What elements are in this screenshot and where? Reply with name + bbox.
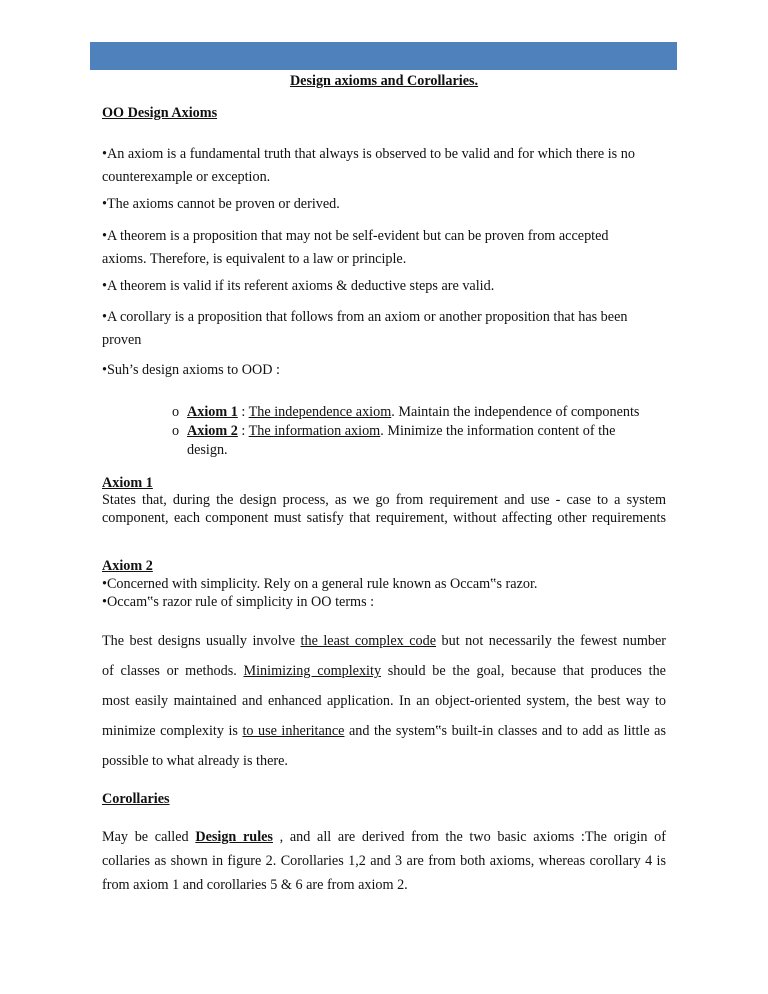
text: of classes or methods. (102, 663, 244, 679)
sub-item-axiom-1 (172, 403, 672, 421)
corollaries-line-3: from axiom 1 and corollaries 5 & 6 are from axiom 2. (102, 877, 408, 893)
page-title: Design axioms and Corollaries. (289, 73, 479, 89)
text: The best designs usually involve (102, 633, 301, 649)
underlined-text: Minimizing complexity (243, 663, 382, 679)
axiom-name: Axiom 2 (187, 423, 238, 439)
corollaries-line-1 (102, 828, 666, 846)
axiom-desc: . Maintain the independence of components (391, 404, 640, 420)
axiom-1-line-1: States that, during the design process, as we go from requirement and use - case to a system (102, 492, 666, 508)
separator: : (237, 404, 249, 420)
bold-underlined-text: Design rules (195, 829, 273, 845)
razor-line-1 (102, 632, 666, 650)
list-marker: o (172, 423, 180, 439)
axiom-title: The information axiom (248, 423, 381, 439)
bullet-3: •A theorem is a proposition that may not be self-evident but can be proven from accepted (102, 228, 609, 244)
text: minimize complexity is (102, 723, 243, 739)
axiom-title: The independence axiom (248, 404, 392, 420)
axiom-2-line-2: •Occam‟s razor rule of simplicity in OO terms : (102, 594, 375, 610)
bullet-1-cont: counterexample or exception. (102, 169, 271, 185)
axiom-1-heading: Axiom 1 (102, 475, 153, 491)
text: should be the goal, because that produces the (381, 663, 666, 679)
text: but not necessarily the fewest number (436, 633, 667, 649)
axiom-2-heading: Axiom 2 (102, 558, 153, 574)
axiom-desc: . Minimize the information content of the (380, 423, 616, 439)
bullet-5-cont: proven (102, 332, 142, 348)
bullet-5: •A corollary is a proposition that follows from an axiom or another proposition that has been (102, 309, 628, 325)
bullet-1: •An axiom is a fundamental truth that always is observed to be valid and for which there is no (102, 146, 635, 162)
axiom-2-line-1: •Concerned with simplicity. Rely on a general rule known as Occam‟s razor. (102, 576, 538, 592)
corollaries-heading: Corollaries (102, 791, 170, 807)
text: , and all are derived from the two basic axioms :The origin of (272, 829, 666, 845)
section-heading-oo-design-axioms: OO Design Axioms (102, 105, 218, 121)
axiom-1-line-2: component, each component must satisfy that requirement, without affecting other requirements (102, 510, 666, 526)
razor-line-3: most easily maintained and enhanced application. In an object-oriented system, the best way to (102, 693, 666, 709)
razor-line-4 (102, 722, 666, 740)
text: May be called (102, 829, 196, 845)
underlined-text: to use inheritance (242, 723, 345, 739)
razor-line-5: possible to what already is there. (102, 753, 288, 769)
list-marker: o (172, 404, 180, 420)
corollaries-line-2: collaries as shown in figure 2. Corollaries 1,2 and 3 are from both axioms, whereas corollary 4 is (102, 853, 666, 869)
razor-line-2 (102, 662, 666, 680)
underlined-text: the least complex code (300, 633, 437, 649)
text: and the system‟s built-in classes and to add as little as (344, 723, 666, 739)
bullet-2: •The axioms cannot be proven or derived. (102, 196, 340, 212)
header-bar (90, 42, 677, 70)
bullet-3-cont: axioms. Therefore, is equivalent to a law or principle. (102, 251, 407, 267)
bullet-4: •A theorem is valid if its referent axioms & deductive steps are valid. (102, 278, 495, 294)
sub-item-axiom-2 (172, 422, 672, 440)
sub-item-axiom-2-cont: design. (187, 442, 228, 458)
separator: : (237, 423, 249, 439)
axiom-name: Axiom 1 (187, 404, 238, 420)
bullet-6: •Suh’s design axioms to OOD : (102, 362, 280, 378)
